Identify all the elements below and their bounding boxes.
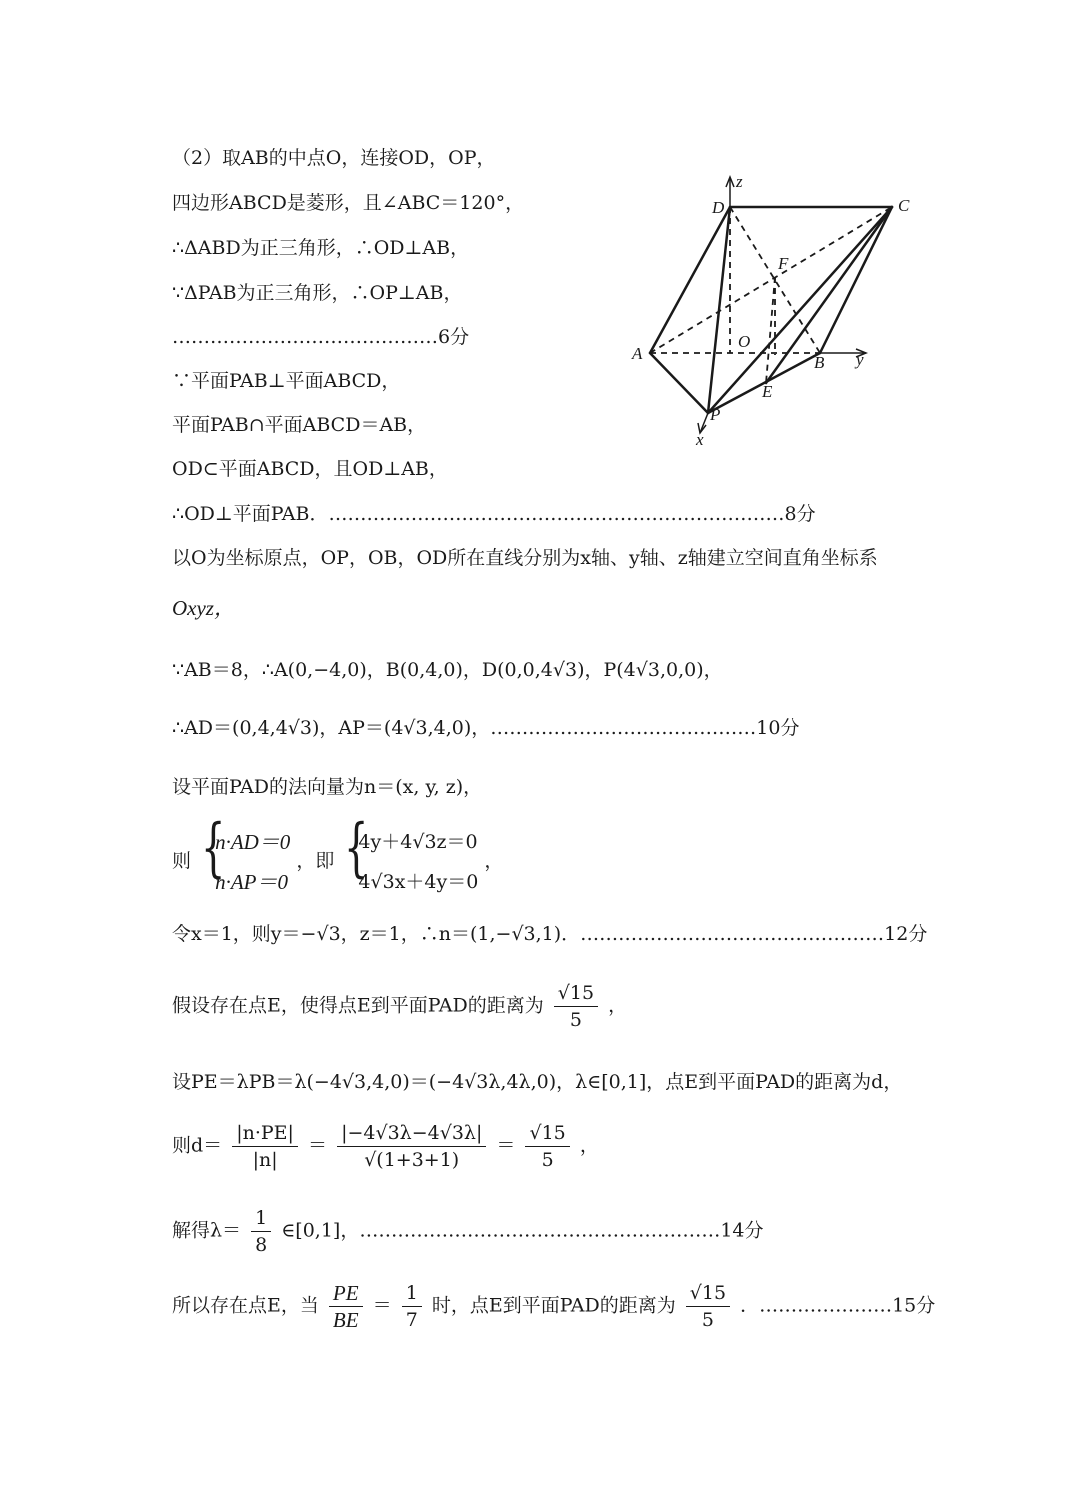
fraction-numerator: √15 (525, 1120, 569, 1147)
fraction-denominator: 8 (255, 1234, 268, 1256)
fraction-denominator: √(1+3+1) (364, 1149, 460, 1171)
lambda-prefix: 解得λ＝ (172, 1219, 242, 1242)
fraction-denominator: 5 (569, 1009, 582, 1031)
conclusion-end: ．…………………15分 (740, 1294, 936, 1317)
fraction-lambda-expr (337, 1120, 486, 1173)
step-abd-equilateral: ∴ΔABD为正三角形，∴OD⊥AB， (172, 237, 470, 259)
step-od-perp-pab: ∴OD⊥平面PAB．………………………………………………………………8分 (172, 503, 816, 525)
system-eq1: n·AD＝0 (215, 830, 291, 854)
fraction-denominator: BE (332, 1308, 359, 1332)
step-od-in-plane: OD⊂平面ABCD，且OD⊥AB， (172, 458, 448, 480)
step-oxyz: Oxyz， (172, 596, 235, 620)
step-rhombus: 四边形ABCD是菱形，且∠ABC＝120°， (172, 192, 525, 214)
step-perp-planes: ∵平面PAB⊥平面ABCD， (172, 370, 401, 392)
fraction-sqrt15-5 (686, 1280, 730, 1333)
step-pab-equilateral: ∵ΔPAB为正三角形，∴OP⊥AB， (172, 282, 463, 304)
system-right (344, 811, 479, 902)
assume-end: ， (608, 994, 628, 1017)
distance-prefix: 则d＝ (172, 1134, 223, 1157)
fraction-numerator: 1 (251, 1205, 271, 1232)
edge-cp (708, 207, 892, 413)
edge-dp (708, 207, 730, 413)
step-system (172, 811, 504, 902)
label-x: x (696, 430, 704, 445)
distance-end: ， (579, 1134, 599, 1157)
step-normal-vector: 设平面PAD的法向量为n＝(x, y, z)， (172, 776, 483, 798)
conclusion-prefix: 所以存在点E，当 (172, 1294, 319, 1317)
fraction-numerator: √15 (554, 980, 598, 1007)
score-6: ……………………………………6分 (172, 326, 470, 348)
label-b: B (814, 353, 825, 372)
fraction-denominator: 5 (541, 1149, 554, 1171)
fraction-1-8 (251, 1205, 271, 1258)
system-suffix: ， (484, 850, 504, 872)
system-left (201, 811, 291, 902)
lambda-end: ∈[0,1]，…………………………………………………14分 (281, 1219, 764, 1242)
fraction-numerator: |n·PE| (232, 1120, 298, 1147)
fraction-1-7 (402, 1280, 422, 1333)
step-intersection: 平面PAB∩平面ABCD＝AB， (172, 414, 427, 436)
label-p: P (710, 405, 721, 424)
fraction-denominator: 7 (405, 1309, 418, 1331)
brace-icon: { (344, 811, 369, 885)
fraction-sqrt15-5 (525, 1120, 569, 1173)
equals-sign: ＝ (372, 1294, 392, 1317)
system-mid: ，即 (296, 850, 335, 872)
step-solve-lambda (172, 1205, 764, 1258)
assume-text: 假设存在点E，使得点E到平面PAD的距离为 (172, 994, 544, 1017)
equals-sign: ＝ (496, 1134, 516, 1157)
step-vectors: ∴AD＝(0,4,4√3)，AP＝(4√3,4,0)，……………………………………10分 (172, 717, 800, 739)
label-d: D (712, 198, 725, 217)
label-e: E (762, 382, 773, 401)
label-f: F (778, 254, 789, 273)
label-c: C (898, 196, 910, 215)
fraction-sqrt15-5 (554, 980, 598, 1033)
fraction-numerator: |−4√3λ−4√3λ| (337, 1120, 486, 1147)
system-eq2: n·AP＝0 (215, 870, 288, 894)
edge-fe-hidden (766, 277, 775, 383)
label-y: y (856, 350, 864, 369)
fraction-denominator: |n| (252, 1149, 278, 1171)
pyramid-figure (630, 165, 930, 445)
fraction-numerator: PE (329, 1280, 363, 1307)
fraction-numerator: 1 (402, 1280, 422, 1307)
step-assume-e (172, 980, 627, 1033)
step-conclusion (172, 1280, 935, 1333)
edge-cb (820, 207, 892, 353)
step-coordinates: ∵AB＝8，∴A(0,−4,0)，B(0,4,0)，D(0,0,4√3)，P(4√3,0,0)， (172, 659, 723, 681)
system-prefix: 则 (172, 850, 192, 872)
edge-ap (650, 353, 708, 413)
step-pe-lambda: 设PE＝λPB＝λ(−4√3,4,0)＝(−4√3λ,4λ,0)，λ∈[0,1]，点E到平面PAD的距离为d， (172, 1071, 903, 1093)
system-eq3: 4y＋4√3z＝0 (358, 831, 478, 853)
label-o: O (738, 332, 751, 351)
fraction-numerator: √15 (686, 1280, 730, 1307)
equals-sign: ＝ (308, 1134, 328, 1157)
label-a: A (632, 344, 643, 363)
system-eq4: 4√3x＋4y＝0 (358, 871, 479, 893)
step-solve-normal: 令x＝1，则y＝−√3，z＝1，∴n＝(1,−√3,1)．…………………………………………12分 (172, 923, 928, 945)
fraction-pe-be (329, 1280, 363, 1333)
brace-icon: { (201, 811, 226, 885)
fraction-n-pe (232, 1120, 298, 1173)
step-coordinate-system: 以O为坐标原点，OP，OB，OD所在直线分别为x轴、y轴、z轴建立空间直角坐标系 (172, 547, 878, 569)
step-distance-formula (172, 1120, 599, 1173)
conclusion-mid: 时，点E到平面PAD的距离为 (431, 1294, 676, 1317)
step-midpoint: （2）取AB的中点O，连接OD，OP， (172, 147, 496, 169)
label-z: z (736, 172, 743, 191)
fraction-denominator: 5 (701, 1309, 714, 1331)
